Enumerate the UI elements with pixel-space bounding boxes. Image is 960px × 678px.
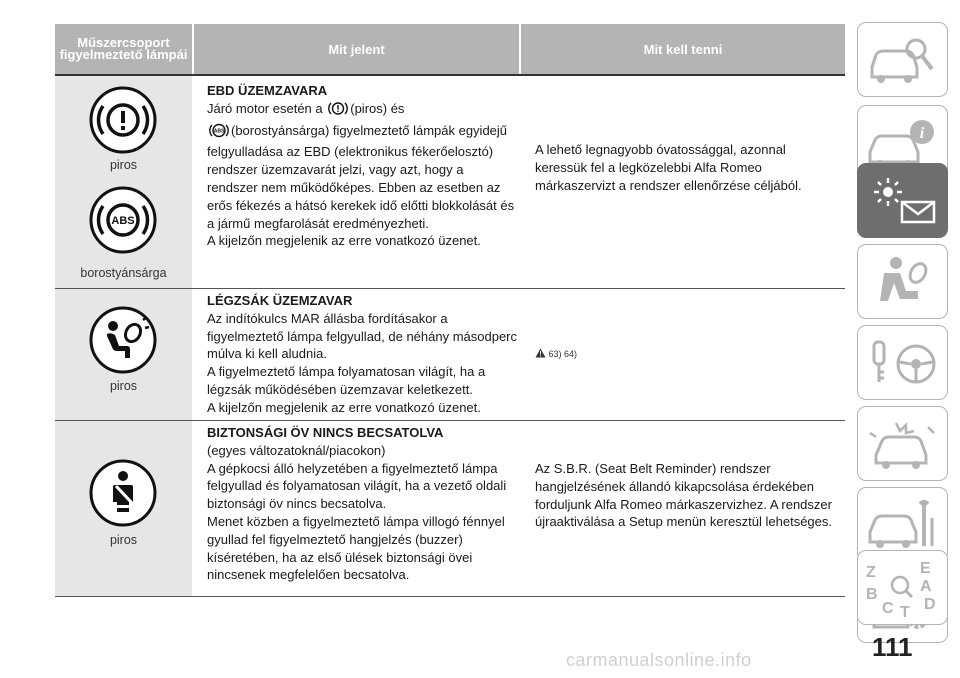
lamp-label-red: piros — [109, 533, 138, 547]
svg-text:ABS: ABS — [111, 215, 135, 227]
fault-title-ebd: EBD ÜZEMZAVARA — [207, 83, 328, 98]
row-divider — [55, 596, 845, 597]
svg-text:D: D — [924, 596, 936, 613]
brake-warning-icon — [328, 100, 348, 122]
safety-airbag-tab[interactable] — [857, 244, 948, 319]
page-number: 111 — [872, 632, 913, 662]
emergency-tab[interactable] — [857, 406, 948, 481]
car-crash-icon — [866, 413, 941, 475]
warning-lights-tab[interactable] — [857, 163, 948, 238]
index-tab[interactable] — [857, 550, 948, 625]
desc-seatbelt-part-b: A gépkocsi álló helyzetében a figyelmeztető lámpa felgyullad és folyamatosan világít, ha a vezető oldali biztonsági öv nincs becsatolva. — [207, 460, 507, 512]
action-seatbelt-text: Az S.B.R. (Seat Belt Reminder) rendszer hangjelzésének állandó kikapcsolása érdekében forduljunk Alfa Romeo márkaszervizhez. A rendszer újraaktiválása a Setup menün keresztül lehetséges. — [535, 461, 833, 530]
desc-ebd-part-d: A kijelzőn megjelenik az erre vonatkozó üzenet. — [207, 233, 481, 249]
action-seatbelt — [535, 460, 840, 531]
abs-icon — [89, 186, 157, 254]
svg-text:T: T — [900, 604, 910, 621]
brake-warning-icon — [89, 86, 157, 154]
warning-references — [535, 348, 577, 360]
reference-numbers: 63) 64) — [548, 349, 578, 359]
action-ebd — [535, 141, 840, 194]
fault-title-airbag: LÉGZSÁK ÜZEMZAVAR — [207, 293, 353, 308]
desc-airbag-part-b: A figyelmeztető lámpa folyamatosan világít, ha a légzsák működésében üzemzavar keletkezett. — [207, 364, 486, 397]
fault-title-seatbelt: BIZTONSÁGI ÖV NINCS BECSATOLVA — [207, 425, 444, 440]
warning-light-message-icon — [866, 170, 941, 232]
svg-text:ABS: ABS — [213, 128, 225, 135]
car-search-tab[interactable] — [857, 22, 948, 97]
lamp-label-red: piros — [109, 379, 138, 393]
svg-text:E: E — [920, 560, 931, 577]
desc-ebd-part-a: Járó motor esetén a — [207, 100, 323, 116]
lamp-cell-airbag — [55, 289, 192, 420]
header-lamps: Műszercsoport figyelmeztető lámpái — [55, 24, 192, 74]
key-steering-wheel-icon — [866, 332, 941, 394]
action-ebd-text: A lehető legnagyobb óvatossággal, azonnal keressük fel a legközelebbi Alfa Romeo márkaszervizt a rendszer ellenőrzése céljából. — [535, 142, 802, 193]
description-ebd-text — [207, 100, 517, 250]
desc-seatbelt-part-a: (egyes változatoknál/piacokon) — [207, 442, 386, 458]
lamp-cell-seatbelt — [55, 421, 192, 597]
svg-text:B: B — [866, 586, 878, 603]
svg-text:A: A — [920, 578, 932, 595]
seat-airbag-icon — [866, 251, 941, 313]
alphabet-index-icon — [858, 551, 946, 623]
starting-driving-tab[interactable] — [857, 325, 948, 400]
desc-ebd-part-b: (piros) és — [350, 100, 405, 116]
car-wrench-icon — [866, 494, 941, 556]
car-magnifier-icon — [866, 29, 941, 91]
airbag-icon — [89, 306, 157, 374]
abs-icon — [209, 122, 229, 144]
lamp-cell-ebd — [55, 76, 192, 288]
description-ebd — [207, 82, 517, 250]
desc-airbag-part-c: A kijelzőn megjelenik az erre vonatkozó üzenet. — [207, 399, 481, 415]
svg-text:i: i — [919, 125, 925, 142]
lamp-label-amber: borostyánsárga — [80, 266, 167, 280]
desc-airbag-part-a: Az indítókulcs MAR állásba fordításakor a figyelmeztető lámpa felgyullad, de néhány másodperc múlva ki kell aludnia. — [207, 310, 518, 362]
desc-seatbelt-part-c: Menet közben a figyelmeztető lámpa villogó fénnyel gyullad fel figyelmeztető hangjelzés (buzzer) kíséretében, ha az első ülések biztonsági övei nincsenek megfelelően becsatolva. — [207, 513, 505, 583]
description-seatbelt — [207, 424, 517, 584]
lamp-label-red: piros — [109, 158, 138, 172]
watermark: carmanualsonline.info — [566, 650, 752, 670]
caution-triangle-icon — [535, 348, 546, 358]
seatbelt-icon — [89, 459, 157, 527]
header-action: Mit kell tenni — [521, 24, 845, 74]
svg-text:C: C — [882, 600, 894, 617]
desc-ebd-part-c: (borostyánsárga) figyelmeztető lámpák egyidejű felgyulladása az EBD (elektronikus fékerőelosztó) rendszer üzemzavarát jelzi, vagy azt, hogy a rendszer nem működőképes. Ebben az esetben az erős fékezés a hátsó kerekek idő előtti blokkolását és a jármű megfarolását eredményezheti. — [207, 122, 515, 231]
description-airbag — [207, 292, 517, 417]
header-meaning: Mit jelent — [194, 24, 519, 74]
svg-text:Z: Z — [866, 564, 876, 581]
